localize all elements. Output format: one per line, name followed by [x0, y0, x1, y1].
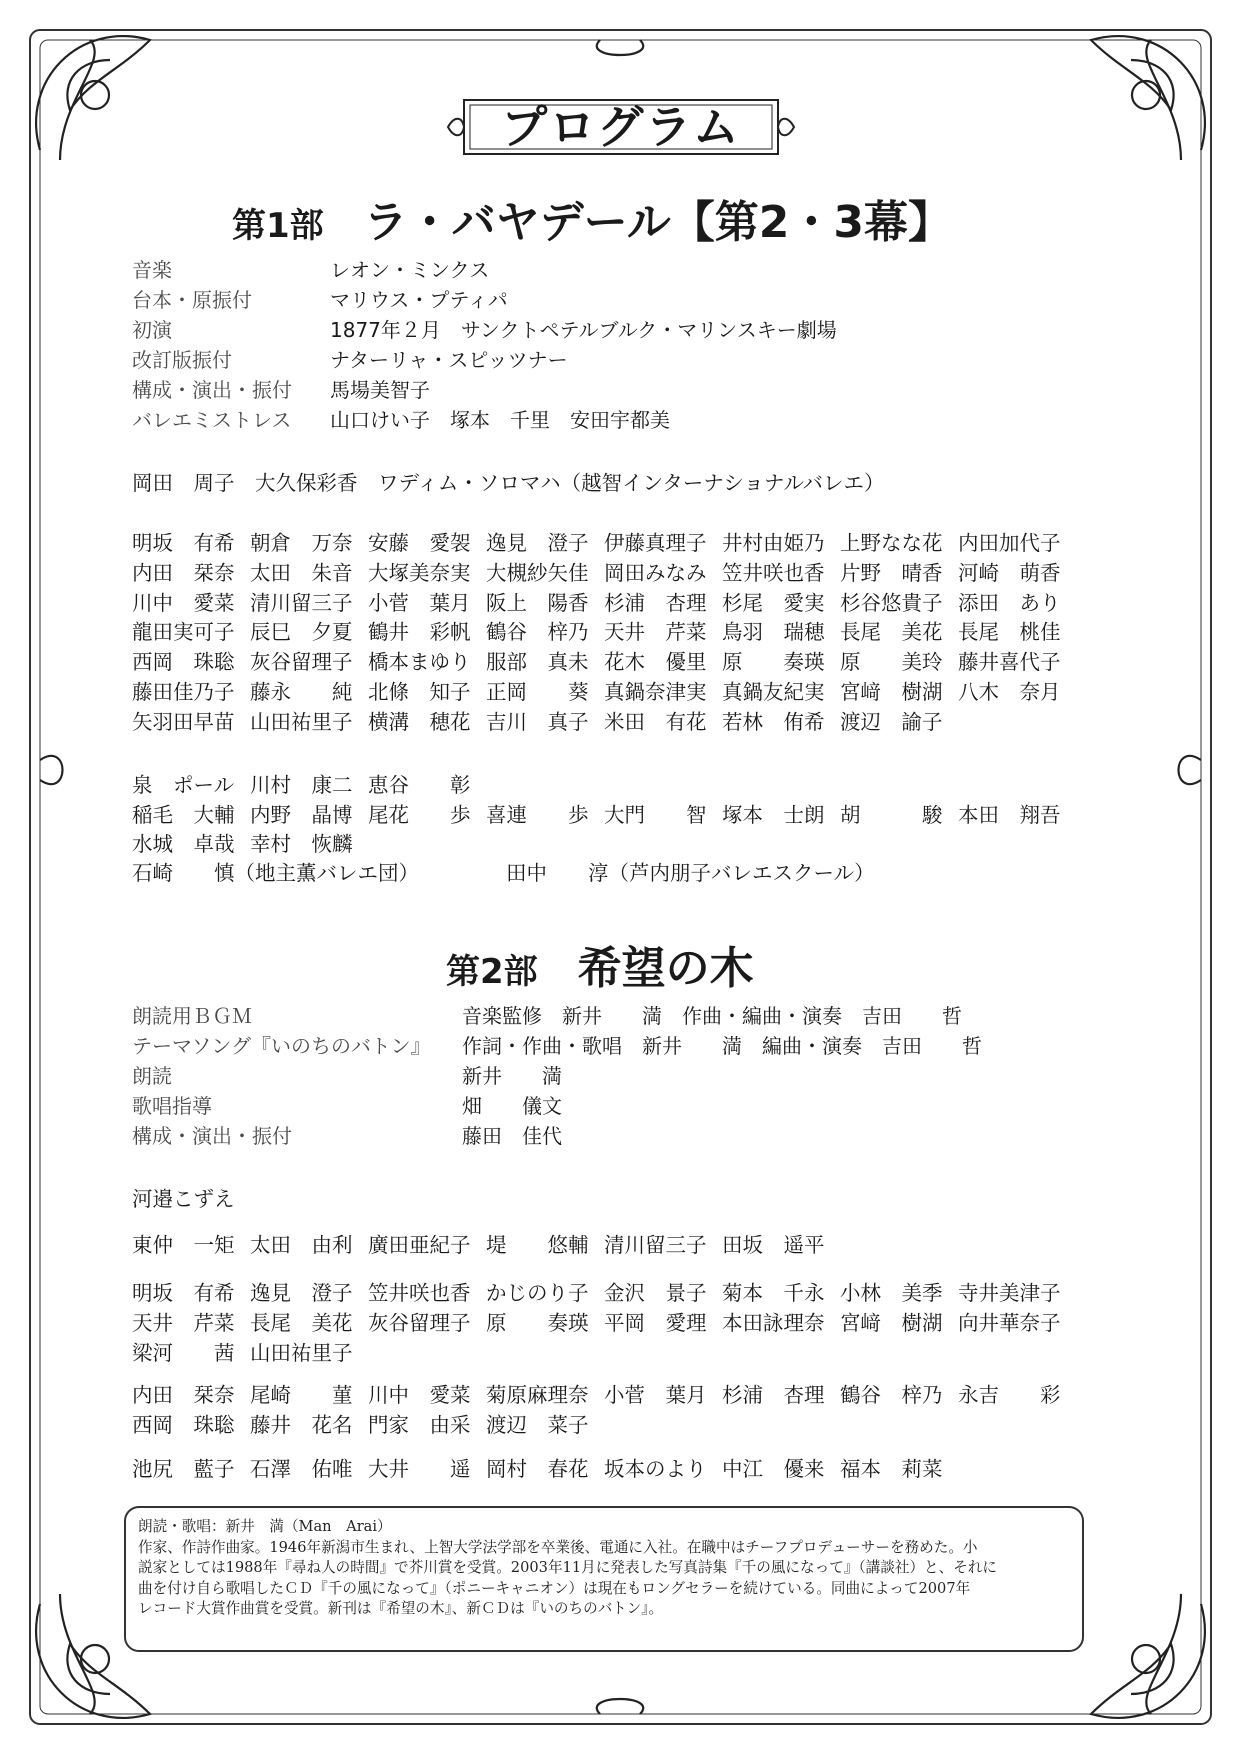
cast-name: 杉谷悠貴子	[840, 590, 943, 615]
cast-name: 平岡 愛理	[604, 1310, 707, 1335]
cast-name: 堤 悠輔	[486, 1233, 589, 1257]
cast-name: 天井 芹菜	[604, 620, 707, 645]
cast-row	[132, 615, 1112, 645]
cast-name: 坂本のより	[604, 1457, 707, 1481]
cast-name: 尾崎 菫	[250, 1383, 353, 1407]
cast-name: 杉浦 杏理	[722, 1383, 825, 1407]
cast-row	[132, 1276, 1112, 1306]
cast-name: 喜連 歩	[486, 802, 589, 827]
program-title-box	[446, 94, 796, 160]
cast-name: 水城 卓哉	[132, 832, 235, 856]
credit-value: 1877年２月 サンクトペテルブルク・マリンスキー劇場	[330, 318, 837, 342]
cast-name: 太田 朱音	[250, 560, 353, 585]
bio-text	[138, 1517, 1073, 1620]
cast-name: 朝倉 万奈	[250, 531, 353, 555]
credit-value: マリウス・プティパ	[330, 288, 508, 312]
cast-name: 花木 優里	[604, 650, 707, 675]
cast-name: 逸見 澄子	[250, 1281, 353, 1305]
cast-row	[132, 798, 1112, 828]
cast-name: 杉浦 杏理	[604, 590, 707, 615]
cast-name: 鶴谷 梓乃	[486, 620, 589, 645]
credit-value: 作詞・作曲・歌唱 新井 満 編曲・演奏 吉田 哲	[462, 1034, 982, 1058]
cast-name: 安藤 愛袈	[368, 531, 471, 555]
cast-name: 福本 莉菜	[840, 1457, 943, 1481]
cast-name: 北條 知子	[368, 680, 471, 704]
credit-role: 音楽	[132, 258, 172, 282]
credit-role: 改訂版振付	[132, 348, 232, 372]
cast-name: 池尻 藍子	[132, 1457, 235, 1481]
cast-name: 米田 有花	[604, 709, 707, 734]
part1-heading	[232, 186, 952, 250]
bio-box	[124, 1506, 1084, 1652]
cast-name: 塚本 士朗	[722, 802, 825, 827]
cast-name: 太田 由利	[250, 1233, 353, 1257]
cast-name: 宮﨑 樹湖	[840, 680, 943, 704]
cast-name: 添田 あり	[958, 590, 1061, 615]
cast-row	[132, 1336, 1112, 1366]
cast-name: 上野なな花	[840, 531, 943, 555]
cast-name: 内田 栞奈	[132, 1383, 235, 1407]
cast-name: 梁河 茜	[132, 1340, 235, 1365]
bio-line: 説家としては1988年『尋ね人の時間』で芥川賞を受賞。2003年11月に発表した写真詩集『千の風になって』（講談社）と、それに	[138, 1559, 998, 1576]
cast-name: 川中 愛菜	[132, 590, 235, 615]
cast-name: 廣田亜紀子	[368, 1233, 471, 1257]
credit-role: 構成・演出・振付	[132, 378, 292, 402]
cast-name: 阪上 陽香	[486, 590, 589, 615]
cast-name: 向井華奈子	[958, 1310, 1061, 1335]
cast-name: 清川留三子	[250, 590, 353, 615]
cast-name: 山田祐里子	[250, 1340, 353, 1365]
bio-line: 作家、作詩作曲家。1946年新潟市生まれ、上智大学法学部を卒業後、電通に入社。在職中はチーフプロデューサーを務めた。小	[138, 1538, 978, 1556]
cast-name: 恵谷 彰	[368, 773, 471, 797]
cast-row	[132, 645, 1112, 675]
cast-name: 幸村 恢麟	[250, 832, 353, 856]
credit-value: 馬場美智子	[330, 378, 430, 402]
cast-name: 清川留三子	[604, 1233, 707, 1257]
cast-name: 川中 愛菜	[368, 1383, 471, 1407]
credit-value: ナターリャ・スピッツナー	[330, 348, 568, 372]
cast-name: 矢羽田早苗	[132, 709, 235, 734]
cast-row	[132, 1408, 1112, 1438]
cast-name: 鳥羽 瑞穂	[722, 620, 825, 645]
cast-name: 西岡 珠聡	[132, 650, 235, 675]
cast-name: 杉尾 愛実	[722, 590, 825, 615]
cast-name: 鶴井 彩帆	[368, 620, 471, 645]
cast-name: 大門 智	[604, 802, 707, 827]
cast-name: 小菅 葉月	[368, 590, 471, 615]
cast-row	[132, 526, 1112, 556]
cast-name: 門家 由采	[368, 1412, 471, 1437]
cast-name: 橋本まゆり	[368, 650, 471, 675]
part1-title: ラ・バヤデール【第2・3幕】	[363, 197, 953, 248]
cast-name: 逸見 澄子	[486, 531, 589, 555]
cast-name: 石澤 佑唯	[250, 1457, 353, 1481]
cast-name: 大井 遥	[368, 1457, 471, 1481]
cast-name: 大塚美奈実	[368, 560, 471, 585]
credit-role: 歌唱指導	[132, 1094, 212, 1118]
cast-name: 菊原麻理奈	[486, 1383, 589, 1407]
cast-name: 西岡 珠聡	[132, 1412, 235, 1437]
cast-name: 尾花 歩	[368, 802, 471, 827]
part2-label: 第2部	[446, 952, 538, 992]
cast-name: 原 奏瑛	[486, 1310, 589, 1335]
cast-name: 藤田佳乃子	[132, 680, 235, 704]
cast-name: 本田詠理奈	[722, 1310, 825, 1335]
credit-value: 新井 満	[462, 1064, 562, 1088]
cast-name: 東仲 一矩	[132, 1233, 235, 1257]
cast-name: 大槻紗矢佳	[486, 560, 589, 585]
cast-name: 灰谷留理子	[250, 650, 353, 675]
guest-2: 田中 淳（芦内朋子バレエスクール）	[506, 861, 875, 885]
cast-name: 龍田実可子	[132, 620, 235, 645]
credit-value: 藤田 佳代	[462, 1124, 562, 1148]
cast-name: 伊藤真理子	[604, 531, 707, 555]
part1-principals: 岡田 周子 大久保彩香 ワディム・ソロマハ（越智インターナショナルバレエ）	[132, 471, 885, 495]
cast-name: 田坂 遥平	[722, 1233, 825, 1257]
page-title: プログラム	[501, 100, 741, 154]
cast-row	[132, 1306, 1112, 1336]
cast-name: 内田 栞奈	[132, 560, 235, 585]
cast-name: 永吉 彩	[958, 1383, 1061, 1407]
cast-name: 内野 晶博	[250, 802, 353, 827]
part2-solo: 河邉こずえ	[132, 1187, 235, 1211]
cast-name: 若林 侑希	[722, 709, 825, 734]
cast-name: 寺井美津子	[958, 1281, 1061, 1305]
cast-name: 胡 駿	[840, 802, 943, 827]
cast-name: 八木 奈月	[958, 680, 1061, 704]
cast-row	[132, 705, 1112, 735]
cast-name: かじのり子	[486, 1281, 589, 1305]
cast-row	[132, 1378, 1112, 1408]
part2-title: 希望の木	[577, 943, 754, 994]
cast-name: 服部 真未	[486, 650, 589, 675]
cast-name: 真鍋友紀実	[722, 680, 825, 704]
cast-name: 藤井喜代子	[958, 650, 1061, 675]
credit-value: 音楽監修 新井 満 作曲・編曲・演奏 吉田 哲	[462, 1004, 962, 1028]
guest-1: 石崎 慎（地主薫バレエ団）	[132, 861, 419, 885]
cast-name: 菊本 千永	[722, 1281, 825, 1305]
cast-row	[132, 675, 1112, 705]
credit-role: バレエミストレス	[132, 408, 292, 432]
credit-value: 山口けい子 塚本 千里 安田宇都美	[330, 408, 670, 432]
cast-name: 横溝 穂花	[368, 709, 471, 734]
bio-header: 朗読・歌唱：新井 満（Man Arai）	[138, 1518, 392, 1535]
cast-name: 辰巳 夕夏	[250, 620, 353, 645]
cast-name: 藤永 純	[250, 680, 353, 704]
cast-name: 小菅 葉月	[604, 1383, 707, 1407]
cast-row	[132, 556, 1112, 586]
cast-name: 泉 ポール	[132, 773, 235, 797]
cast-row	[132, 768, 1112, 798]
bio-line: 曲を付け自ら歌唱したＣＤ『千の風になって』（ポニーキャニオン）は現在もロングセラーを続けている。同曲によって2007年	[138, 1579, 971, 1597]
cast-name: 藤井 花名	[250, 1412, 353, 1437]
cast-name: 本田 翔吾	[958, 802, 1061, 827]
part2-heading	[446, 932, 754, 996]
cast-name: 長尾 美花	[250, 1310, 353, 1335]
cast-row	[132, 1228, 1112, 1258]
cast-name: 笠井咲也香	[722, 560, 825, 585]
cast-name: 井村由姫乃	[722, 531, 825, 555]
cast-name: 明坂 有希	[132, 531, 235, 555]
cast-name: 岡田みなみ	[604, 560, 707, 585]
cast-row	[132, 827, 1112, 857]
cast-name: 天井 芹菜	[132, 1310, 235, 1335]
bio-line: レコード大賞作曲賞を受賞。新刊は『希望の木』、新ＣＤは『いのちのバトン』。	[138, 1600, 664, 1617]
cast-name: 長尾 美花	[840, 620, 943, 645]
credit-role: 朗読	[132, 1064, 172, 1088]
cast-name: 鶴谷 梓乃	[840, 1383, 943, 1407]
cast-name: 宮﨑 樹湖	[840, 1310, 943, 1335]
cast-name: 金沢 景子	[604, 1281, 707, 1305]
credit-role: 朗読用ＢＧＭ	[132, 1004, 252, 1028]
cast-name: 渡辺 諭子	[840, 709, 943, 734]
cast-name: 中江 優来	[722, 1457, 825, 1481]
cast-name: 小林 美季	[840, 1281, 943, 1305]
cast-name: 川村 康二	[250, 773, 353, 797]
cast-name: 吉川 真子	[486, 709, 589, 734]
cast-name: 原 美玲	[840, 650, 943, 675]
credit-role: 初演	[132, 318, 172, 342]
cast-name: 渡辺 菜子	[486, 1412, 589, 1437]
cast-name: 長尾 桃佳	[958, 620, 1061, 645]
cast-name: 片野 晴香	[840, 560, 943, 585]
cast-name: 原 奏瑛	[722, 650, 825, 675]
cast-row	[132, 586, 1112, 616]
cast-name: 内田加代子	[958, 531, 1061, 555]
credit-role: 台本・原振付	[132, 288, 252, 312]
credit-role: 構成・演出・振付	[132, 1124, 292, 1148]
credit-value: 畑 儀文	[462, 1094, 562, 1118]
cast-row	[132, 1452, 1112, 1482]
credit-role: テーマソング『いのちのバトン』	[132, 1034, 431, 1058]
cast-name: 明坂 有希	[132, 1281, 235, 1305]
part1-label: 第1部	[232, 206, 324, 246]
cast-name: 真鍋奈津実	[604, 680, 707, 704]
cast-name: 岡村 春花	[486, 1457, 589, 1481]
cast-name: 正岡 葵	[486, 680, 589, 704]
cast-name: 河崎 萌香	[958, 560, 1061, 585]
cast-name: 灰谷留理子	[368, 1310, 471, 1335]
credit-value: レオン・ミンクス	[330, 258, 490, 282]
cast-name: 稲毛 大輔	[132, 802, 235, 827]
cast-name: 笠井咲也香	[368, 1281, 471, 1305]
cast-name: 山田祐里子	[250, 709, 353, 734]
